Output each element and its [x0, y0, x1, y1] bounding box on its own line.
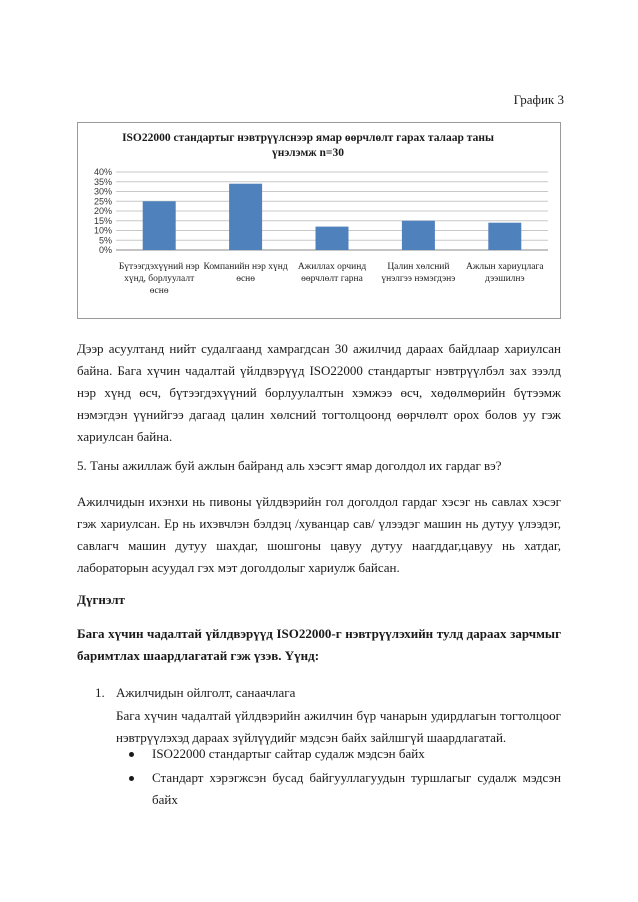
y-tick-label: 35% [93, 176, 112, 187]
chart-title: ISO22000 стандартыг нэвтрүүлснээр ямар өөрчлөлт гарах талаар таны үнэлэмж n=30 [122, 132, 494, 159]
bar [143, 201, 176, 250]
bullet-item: ISO22000 стандартыг сайтар судалж мэдсэн байх [152, 746, 425, 761]
bullet-dot [129, 752, 134, 757]
bar [402, 221, 435, 250]
list-item-title: Ажилчидын ойлголт, санаачлага [116, 685, 296, 700]
x-category-label: Ажлын хариуцлага дээшилнэ [466, 262, 544, 284]
conclusion-statement: Бага хүчин чадалтай үйлдвэрүүд ISO22000-г нэвтрүүлэхийн тулд дараах зарчмыг баримтлах шаардлагатай гэж үзэв. Үүнд: [77, 626, 561, 663]
question-5: 5. Таны ажиллаж буй ажлын байранд аль хэсэгт ямар доголдол их гардаг вэ? [77, 458, 502, 473]
x-category-label: Цалин хөлсний үнэлгээ нэмэгдэнэ [381, 262, 456, 284]
conclusion-heading: Дүгнэлт [77, 592, 125, 607]
y-tick-label: 20% [93, 206, 112, 216]
bar [488, 223, 521, 250]
paragraph-summary: Дээр асуултанд нийт судалгаанд хамрагдсан 30 ажилчид дараах байдлаар хариулсан байна. Бага хүчин чадалтай үйлдвэрүүд ISO22000 стандартыг нэвтрүүлбэл зах зээлд нэр хүнд өсч, бүтээгдэхүүний борлуулалтын хэмжээ өсч, хөдөлмөрийн бүтээмж нэмэгдэн үүнийгээ дагаад цалин хөлсний тогтолцоонд өөрчлөлт орох болов уу гэж хариулсан байна. [77, 341, 561, 444]
x-category-label: Ажиллах орчинд өөрчлөлт гарна [297, 262, 367, 284]
y-tick-label: 40% [93, 167, 112, 177]
y-tick-label: 5% [98, 235, 112, 246]
y-tick-label: 15% [93, 215, 112, 226]
bar [316, 227, 349, 250]
x-category-label: Компанийн нэр хүнд өснө [203, 262, 288, 284]
x-category-label: Бүтээгдэхүүний нэр хүнд, борлуулалт өснө [118, 262, 200, 296]
y-tick-label: 0% [98, 245, 112, 255]
bar [229, 184, 262, 250]
paragraph-defects: Ажилчидын ихэнхи нь пивоны үйлдвэрийн гол доголдол гардаг хэсэг нь савлах хэсэг гэж хариулсан. Ер нь ихэвчлэн бэлдэц /хуванцар сав/ үлээдэг машин нь дутуу үлээдэг, савлагч машин дутуу шахдаг, шошгоны цавуу дутуу наагддаг,цавуу нь хатдаг, лабораторын асуудал гэх мэт доголдолыг хариулж байсан. [77, 494, 561, 575]
y-tick-label: 25% [93, 196, 112, 207]
bullet-dot [129, 776, 134, 781]
y-tick-label: 30% [93, 186, 112, 197]
bar-chart [77, 122, 561, 319]
graph-caption: График 3 [513, 92, 564, 107]
list-item-body: Бага хүчин чадалтай үйлдвэрийн ажилчин бүр чанарын удирдлагын тогтолцоог нэвтрүүлэхэд дараах зүйлүүдийг мэдсэн байх зайлшгүй шаардлагатай. [116, 708, 561, 745]
y-tick-label: 10% [93, 225, 112, 236]
bullet-item: Стандарт хэрэгжсэн бусад байгууллагуудын туршлагыг судалж мэдсэн байх [152, 770, 561, 807]
list-number: 1. [95, 685, 105, 700]
